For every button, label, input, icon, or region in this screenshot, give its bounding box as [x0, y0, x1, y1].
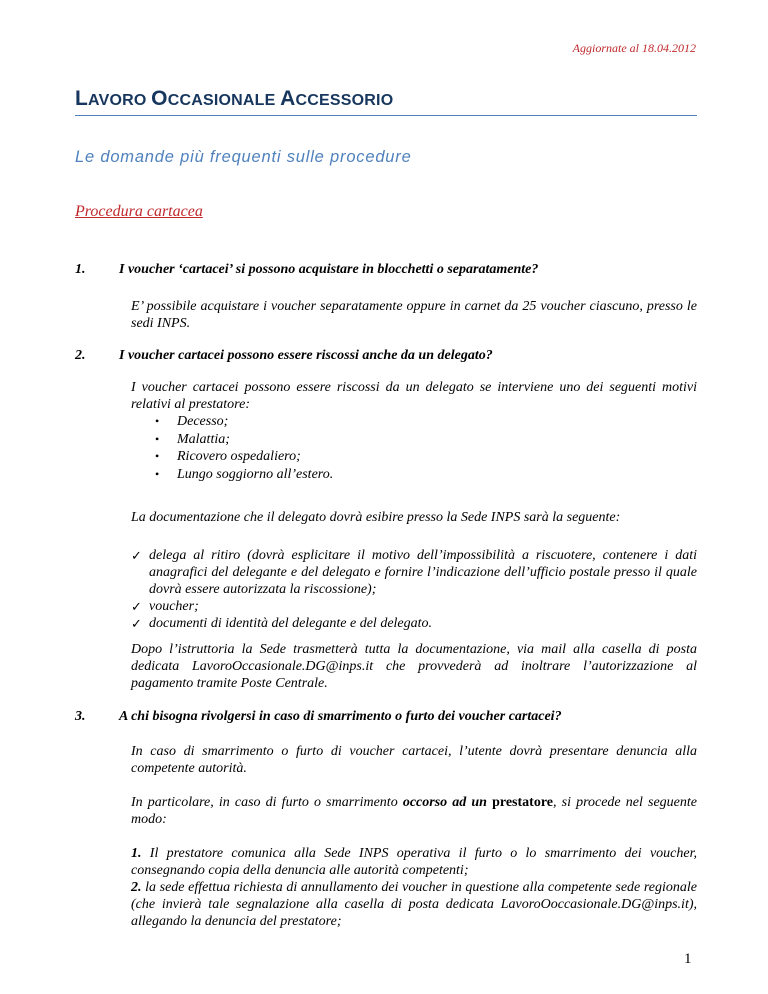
docs-intro: La documentazione che il delegato dovrà esibire presso la Sede INPS sarà la seguente:	[131, 510, 621, 525]
update-date: Aggiornate al 18.04.2012	[572, 41, 696, 55]
answer-1-text: E’ possibile acquistare i voucher separatamente oppure in carnet da 25 voucher ciascuno, presso le sedi INPS.	[131, 299, 697, 331]
list-item: • Decesso;	[155, 413, 333, 431]
check-icon: ✓	[131, 616, 142, 631]
answer-2-closing: Dopo l’istruttoria la Sede trasmetterà tutta la documentazione, via mail alla casella di posta dedicata LavoroOccasionale.DG@inps.it che provvederà ad inoltrare l’autorizzazione al pagamento tramite Poste Centrale.	[131, 642, 697, 691]
question-2-text: I voucher cartacei possono essere riscossi anche da un delegato?	[119, 348, 493, 363]
answer-3-p2: In particolare, in caso di furto o smarrimento occorso ad un prestatore, si procede nel seguente modo:	[131, 795, 697, 827]
section-heading: Procedura cartacea	[75, 203, 203, 220]
page-title: LAVORO OCCASIONALE ACCESSORIO	[75, 87, 697, 116]
check-icon: ✓	[131, 599, 142, 614]
list-item: • Lungo soggiorno all’estero.	[155, 466, 333, 484]
question-1-text: I voucher ‘cartacei’ si possono acquistare in blocchetti o separatamente?	[119, 262, 539, 277]
page-number: 1	[684, 951, 692, 967]
documents-list	[131, 547, 697, 632]
list-item: ✓ delega al ritiro (dovrà esplicitare il motivo dell’impossibilità a riscuotere, contenere i dati anagrafici del delegante e del delegato e fornire l’indicazione dell’ufficio postale presso il quale dovrà essere autorizzata la riscossione);	[131, 548, 697, 597]
list-item: ✓ documenti di identità del delegante e del delegato.	[131, 616, 433, 631]
list-item: ✓ voucher;	[131, 599, 199, 614]
list-item: • Ricovero ospedaliero;	[155, 448, 333, 466]
check-icon: ✓	[131, 548, 142, 563]
subtitle: Le domande più frequenti sulle procedure	[75, 148, 412, 166]
list-item: • Malattia;	[155, 431, 333, 449]
question-3-text: A chi bisogna rivolgersi in caso di smarrimento o furto dei voucher cartacei?	[119, 709, 562, 724]
answer-3-p1: In caso di smarrimento o furto di voucher cartacei, l’utente dovrà presentare denuncia alla competente autorità.	[131, 744, 697, 776]
answer-2-intro: I voucher cartacei possono essere riscossi da un delegato se interviene uno dei seguenti motivi relativi al prestatore:	[131, 380, 697, 412]
step-1: 1. Il prestatore comunica alla Sede INPS operativa il furto o lo smarrimento dei voucher, consegnando copia della denuncia alle autorità competenti;	[131, 846, 697, 878]
question-3-number: 3.	[75, 709, 86, 724]
question-1-number: 1.	[75, 262, 86, 277]
step-2: 2. la sede effettua richiesta di annullamento dei voucher in questione alla competente sede regionale (che invierà tale segnalazione alla casella di posta dedicata LavoroOoccasionale.DG@inps.it), allegando la denuncia del prestatore;	[131, 880, 697, 929]
reasons-list	[155, 413, 333, 483]
answer-3-steps	[131, 845, 697, 930]
question-2-number: 2.	[75, 348, 86, 363]
